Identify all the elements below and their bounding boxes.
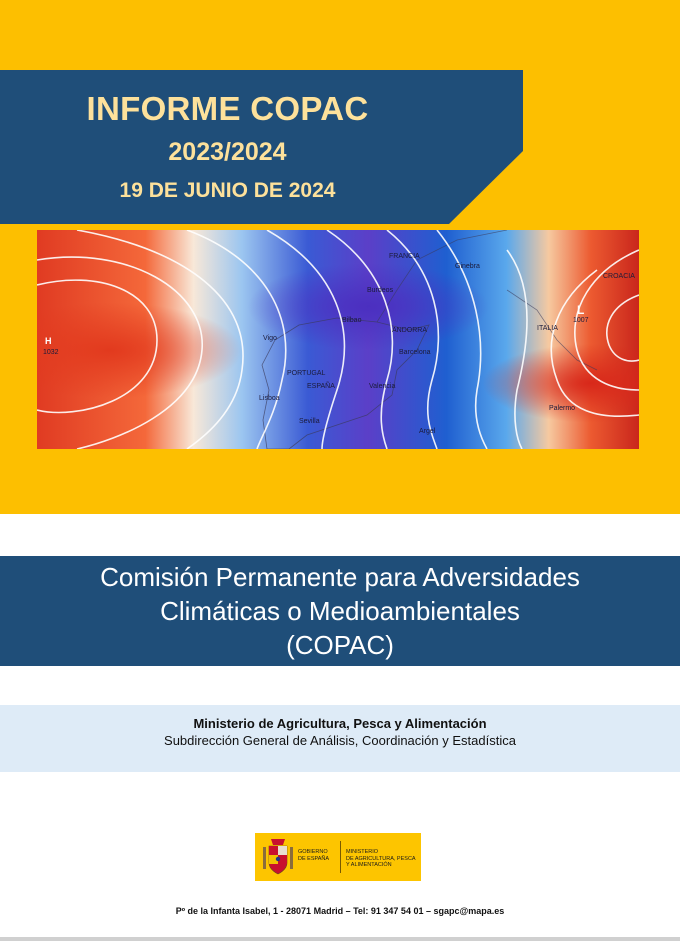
- commission-title-line-2: Climáticas o Medioambientales: [160, 596, 520, 626]
- ministry-name: Ministerio de Agricultura, Pesca y Alimentación: [193, 716, 487, 731]
- map-label-vigo: Vigo: [263, 335, 277, 342]
- map-label-france: FRANCIA: [389, 253, 420, 260]
- logo-government-text: GOBIERNO DE ESPAÑA: [298, 849, 330, 862]
- map-label-palermo: Palermo: [549, 405, 576, 412]
- map-label-argel: Argel: [419, 428, 436, 435]
- government-logo: [255, 833, 421, 881]
- map-label-andorra: ANDORRA: [392, 327, 428, 334]
- logo-divider: [340, 841, 341, 873]
- map-label-spain: ESPAÑA: [307, 383, 335, 390]
- commission-title: [0, 560, 680, 662]
- high-pressure-label: H: [45, 336, 52, 346]
- map-label-barcelona: Barcelona: [399, 349, 431, 356]
- map-label-croatia: CROACIA: [603, 273, 635, 280]
- map-label-italy: ITALIA: [537, 325, 558, 332]
- map-label-lisboa: Lisboa: [259, 395, 280, 402]
- commission-title-line-1: Comisión Permanente para Adversidades: [100, 562, 580, 592]
- commission-banner: [0, 556, 680, 666]
- commission-title-line-3: (COPAC): [286, 630, 394, 660]
- footer-address: Pº de la Infanta Isabel, 1 - 28071 Madrid – Tel: 91 347 54 01 – sgapc@mapa.es: [175, 906, 505, 916]
- map-label-sevilla: Sevilla: [299, 418, 320, 425]
- logo-ministry-text: MINISTERIO DE AGRICULTURA, PESCA Y ALIMENTACIÓN: [346, 849, 416, 868]
- ministry-banner: [0, 705, 680, 772]
- high-pressure-value: 1032: [43, 349, 59, 356]
- map-label-valencia: Valencia: [369, 383, 396, 390]
- map-label-ginebra: Ginebra: [455, 263, 480, 270]
- title-banner: [0, 70, 523, 224]
- coat-of-arms-icon: [261, 837, 295, 877]
- map-label-bordeaux: Burdeos: [367, 287, 394, 294]
- weather-map-image: [37, 230, 639, 449]
- bottom-rule: [0, 937, 680, 941]
- map-label-bilbao: Bilbao: [342, 317, 362, 324]
- ministry-subdirectorate: Subdirección General de Análisis, Coordinación y Estadística: [164, 733, 516, 748]
- low-pressure-label: L: [577, 303, 585, 317]
- low-pressure-value: 1007: [573, 317, 589, 324]
- report-period: 2023/2024: [168, 138, 287, 166]
- report-title: INFORME COPAC: [86, 90, 369, 127]
- weather-map: [37, 230, 639, 449]
- report-date: 19 DE JUNIO DE 2024: [119, 179, 336, 202]
- map-label-portugal: PORTUGAL: [287, 370, 326, 377]
